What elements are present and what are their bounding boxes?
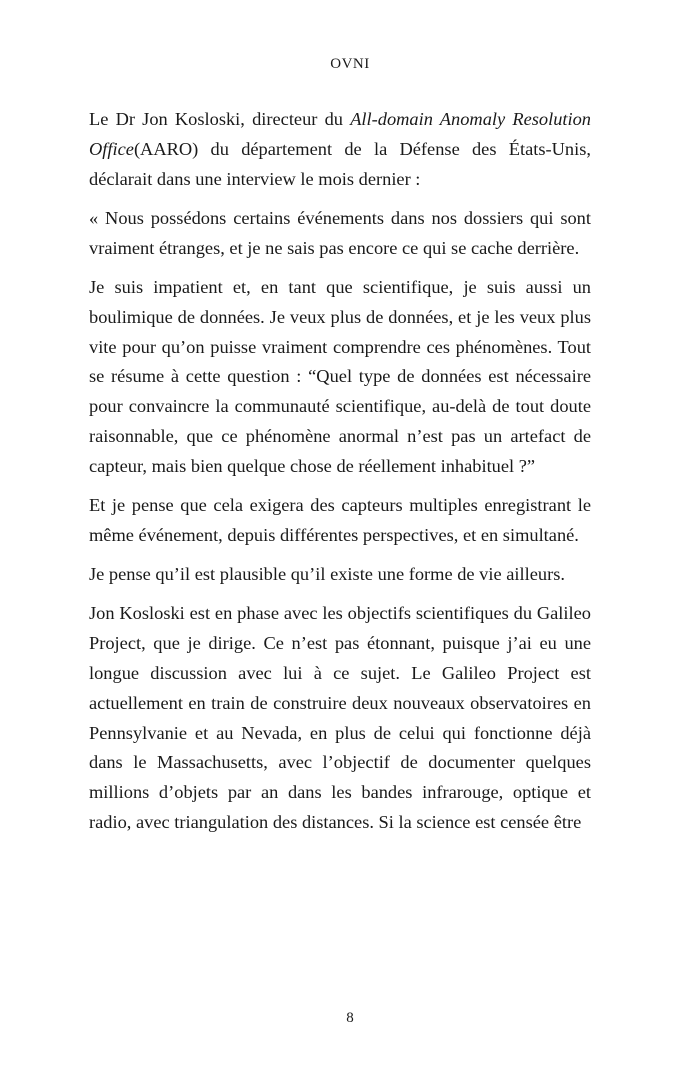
paragraph-6: Jon Kosloski est en phase avec les objectifs scientifiques du Galileo Project, que je dirige. Ce n’est pas étonnant, puisque j’ai eu une longue discussion avec lui à ce sujet. Le Galileo Project est actuellement en train de construire deux nouveaux observatoires en Pennsylvanie et au Nevada, en plus de celui qui fonctionne déjà dans le Massachusetts, avec l’objectif de documenter quelques millions d’objets par an dans les bandes infrarouge, optique et radio, avec triangulation des distances. Si la science est censée être bbox=[89, 603, 591, 833]
page-number: 8 bbox=[346, 1010, 354, 1026]
paragraph-1 bbox=[89, 105, 591, 194]
paragraph-5: Je pense qu’il est plausible qu’il existe une forme de vie ailleurs. bbox=[89, 564, 565, 585]
running-title: OVNI bbox=[330, 56, 370, 72]
paragraph-1-intro: Le Dr Jon Kosloski, directeur du bbox=[89, 109, 351, 129]
body-text bbox=[89, 105, 591, 847]
office-name-italic: All-domain Anomaly Resolution Office bbox=[89, 109, 592, 159]
paragraph-3: Je suis impatient et, en tant que scientifique, je suis aussi un boulimique de données. Je veux plus de données, et je les veux plus vite pour qu’on puisse vraiment comprendre ces phénomènes. Tout se résume à cette question : “Quel type de données est nécessaire pour convaincre la communauté scientifique, au-delà de tout doute raisonnable, que ce phénomène anormal n’est pas un artefact de capteur, mais bien quelque chose de réellement inhabituel ?” bbox=[89, 276, 591, 476]
paragraph-2: « Nous possédons certains événements dans nos dossiers qui sont vraiment étranges, et je ne sais pas encore ce qui se cache derrière. bbox=[89, 207, 591, 258]
paragraph-1-rest: (AARO) du département de la Défense des États-Unis, déclarait dans une interview le mois dernier : bbox=[89, 138, 591, 189]
paragraph-4: Et je pense que cela exigera des capteurs multiples enregistrant le même événement, depuis différentes perspectives, et en simultané. bbox=[89, 495, 591, 545]
